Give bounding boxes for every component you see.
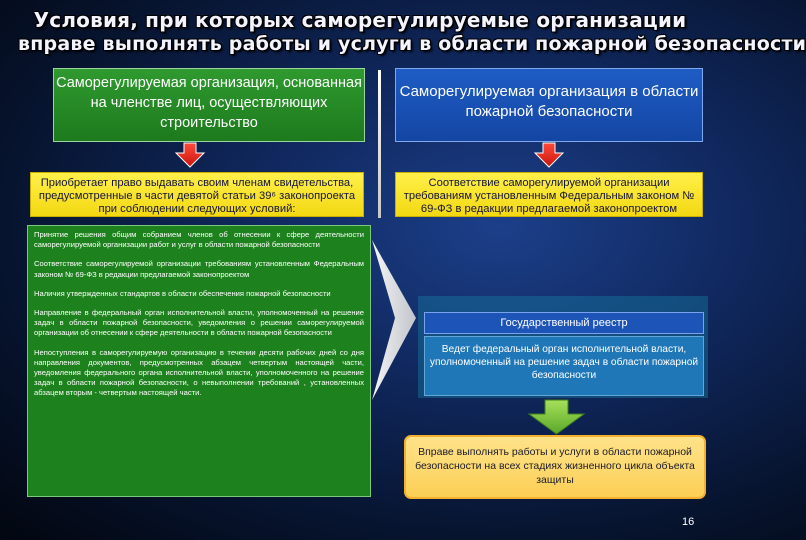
condition-item: Принятие решения общим собранием членов об отнесении к сфере деятельности саморегулируемой организации работ и услуг в области пожарной безопасности (34, 230, 364, 250)
condition-item: Непоступления в саморегулируемую организацию в течении десяти рабочих дней со дня направления документов, предусмотренных абзацем четвертым настоящей части, уведомления федерального органа исполнительной власти, уполномоченного на решение задач в области пожарной безопасности, о невыполнении требований , установленных абзацем вторым - четвертым настоящей части. (34, 347, 364, 398)
condition-item: Наличия утвержденных стандартов в области обеспечения пожарной безопасности (34, 288, 331, 298)
result-box: Вправе выполнять работы и услуги в области пожарной безопасности на всех стадиях жизненного цикла объекта защиты (404, 435, 706, 499)
state-registry-description: Ведет федеральный орган исполнительной власти, уполномоченный на решение задач в области пожарной безопасности (424, 336, 704, 396)
slide-title-line-2: вправе выполнять работы и услуги в области пожарной безопасности (18, 33, 806, 55)
converging-chevron-arrow (372, 240, 416, 400)
builders-sro-header: Саморегулируемая организация, основанная на членстве лиц, осуществляющих строительство (53, 68, 365, 142)
fire-safety-sro-header: Саморегулируемая организация в области пожарной безопасности (395, 68, 703, 142)
red-down-arrow-right (535, 143, 563, 167)
page-number: 16 (682, 516, 695, 528)
state-registry-label: Государственный реестр (424, 312, 704, 334)
condition-item: Направление в федеральный орган исполнительной власти, уполномоченный на решение задач в области пожарной безопасности, уведомления о решении саморегулируемой организации об отнесении к сфере деятельности в области пожарной безопасности (34, 308, 364, 338)
right-compliance-box: Соответствие саморегулируемой организации требованиям установленным Федеральным законом № 69-ФЗ в редакции предлагаемой законопроектом (395, 172, 703, 217)
conditions-list (27, 225, 371, 497)
slide-title-line-1: Условия, при которых саморегулируемые организации (33, 8, 687, 32)
green-down-arrow (529, 400, 584, 434)
red-down-arrow-left (176, 143, 204, 167)
left-rights-box: Приобретает право выдавать своим членам свидетельства, предусмотренные в части девятой статьи 39⁶ законопроекта при соблюдении следующих условий: (30, 172, 364, 217)
condition-item: Соответствие саморегулируемой организации требованиям установленным Федеральным законом № 69-ФЗ в редакции предлагаемой законопроектом (34, 259, 364, 279)
